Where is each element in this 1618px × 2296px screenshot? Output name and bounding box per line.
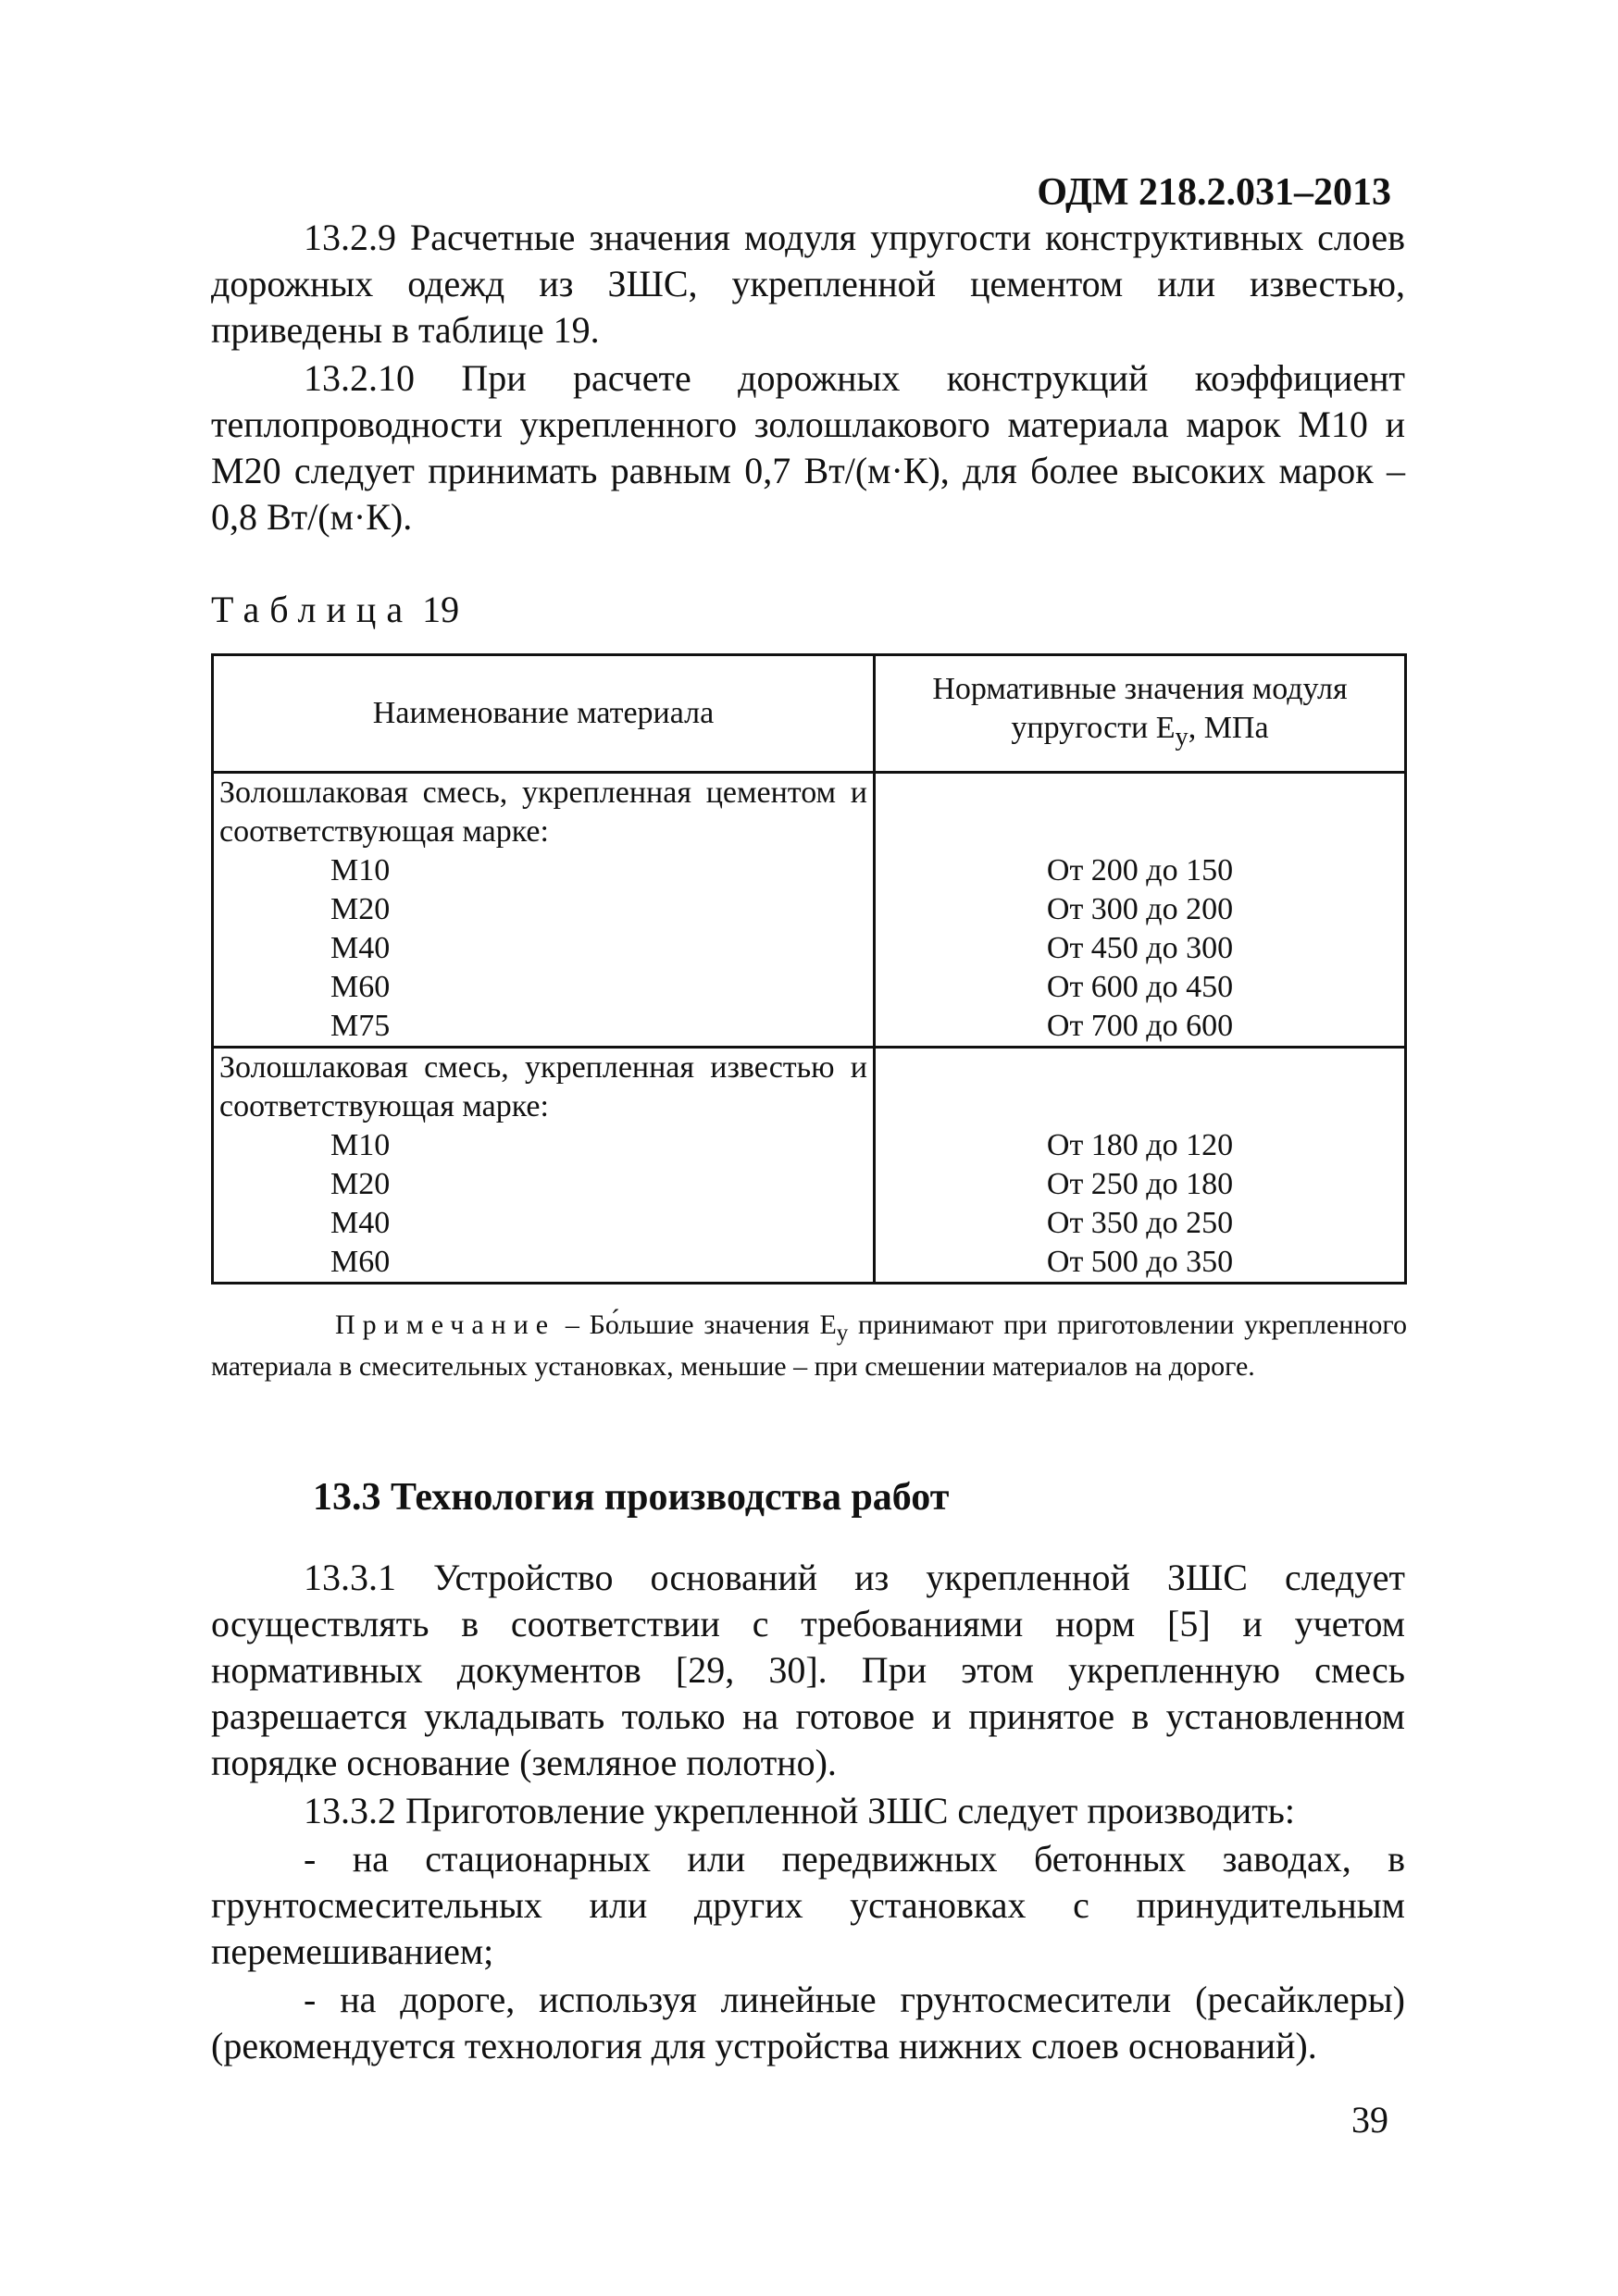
grade-label: М60 bbox=[330, 970, 391, 1004]
paragraph-13-3-2: 13.3.2 Приготовление укрепленной ЗШС следует производить: bbox=[304, 1790, 1296, 1831]
group-values-cell bbox=[875, 773, 1406, 1048]
group-material-cell bbox=[213, 773, 875, 1048]
modulus-table bbox=[211, 653, 1407, 1285]
modulus-value: От 350 до 250 bbox=[1046, 1206, 1234, 1240]
table-header-row bbox=[213, 655, 1406, 773]
paragraph-13-3-1: 13.3.1 Устройство оснований из укрепленной ЗШС следует осуществлять в соответствии с требованиями норм [5] и учетом нормативных документов [29, 30]. При этом укрепленную смесь разрешается укладывать только на готовое и принятое в установленном порядке основание (земляное полотно). bbox=[211, 1557, 1405, 1783]
table-caption bbox=[211, 587, 459, 633]
modulus-value: От 500 до 350 bbox=[1046, 1245, 1234, 1279]
grade-label: М20 bbox=[330, 892, 391, 926]
modulus-value: От 450 до 300 bbox=[1046, 931, 1234, 965]
list-item: - на стационарных или передвижных бетонных заводах, в грунтосмесительных или других установках с принудительным перемешиванием; bbox=[211, 1838, 1405, 1972]
modulus-value: От 180 до 120 bbox=[1046, 1128, 1234, 1162]
modulus-value: От 700 до 600 bbox=[1046, 1009, 1234, 1043]
grade-label: М60 bbox=[330, 1245, 391, 1279]
list-item: - на дороге, используя линейные грунтосмесители (ресайклеры) (рекомендуется технология для устройства нижних слоев оснований). bbox=[211, 1979, 1405, 2066]
note-text-2: принимают при приготовлении укрепленного материала в смесительных установках, меньшие – при смешении материалов на дороге. bbox=[211, 1309, 1407, 1382]
header-material: Наименование материала bbox=[213, 655, 875, 773]
note-text-1: – Бо́льшие значения E bbox=[555, 1309, 837, 1340]
values-spacer bbox=[881, 1049, 1399, 1126]
paragraph-13-2-9: 13.2.9 Расчетные значения модуля упругости конструктивных слоев дорожных одежд из ЗШС, укрепленной цементом или известью, приведены в таблице 19. bbox=[211, 217, 1405, 351]
header-modulus-unit: , МПа bbox=[1188, 711, 1269, 746]
grade-label: М20 bbox=[330, 1167, 391, 1201]
grade-label: М40 bbox=[330, 931, 391, 965]
table-note bbox=[211, 1309, 1407, 1384]
header-modulus-subscript: у bbox=[1175, 722, 1189, 751]
table-group-row bbox=[213, 1048, 1406, 1284]
group-values-cell bbox=[875, 1048, 1406, 1284]
paragraph-13-2-10: 13.2.10 При расчете дорожных конструкций коэффициент теплопроводности укрепленного золошлакового материала марок М10 и М20 следует принимать равным 0,7 Вт/(м·К), для более высоких марок – 0,8 Вт/(м·К). bbox=[211, 357, 1405, 538]
group-name: Золошлаковая смесь, укрепленная цементом и соответствующая марке: bbox=[219, 776, 867, 849]
header-modulus bbox=[875, 655, 1406, 773]
grade-label: М75 bbox=[330, 1009, 391, 1043]
table-caption-word: Таблица bbox=[211, 589, 414, 630]
table-group-row bbox=[213, 773, 1406, 1048]
grade-label: М10 bbox=[330, 853, 391, 887]
document-code: ОДМ 218.2.031–2013 bbox=[1037, 171, 1391, 214]
note-subscript: у bbox=[836, 1321, 849, 1346]
grade-label: М10 bbox=[330, 1128, 391, 1162]
modulus-value: От 300 до 200 bbox=[1046, 892, 1234, 926]
note-label: Примечание bbox=[335, 1309, 556, 1340]
page-number: 39 bbox=[1351, 2099, 1388, 2141]
modulus-value: От 600 до 450 bbox=[1046, 970, 1234, 1004]
values-spacer bbox=[881, 774, 1399, 851]
section-heading: 13.3 Технология производства работ bbox=[313, 1476, 950, 1519]
modulus-value: От 250 до 180 bbox=[1046, 1167, 1234, 1201]
table-caption-number: 19 bbox=[422, 589, 460, 630]
group-material-cell bbox=[213, 1048, 875, 1284]
grade-label: М40 bbox=[330, 1206, 391, 1240]
group-name: Золошлаковая смесь, укрепленная известью и соответствующая марке: bbox=[219, 1050, 867, 1123]
modulus-value: От 200 до 150 bbox=[1046, 853, 1234, 887]
header-modulus-main: Нормативные значения модуля упругости E bbox=[932, 672, 1348, 746]
